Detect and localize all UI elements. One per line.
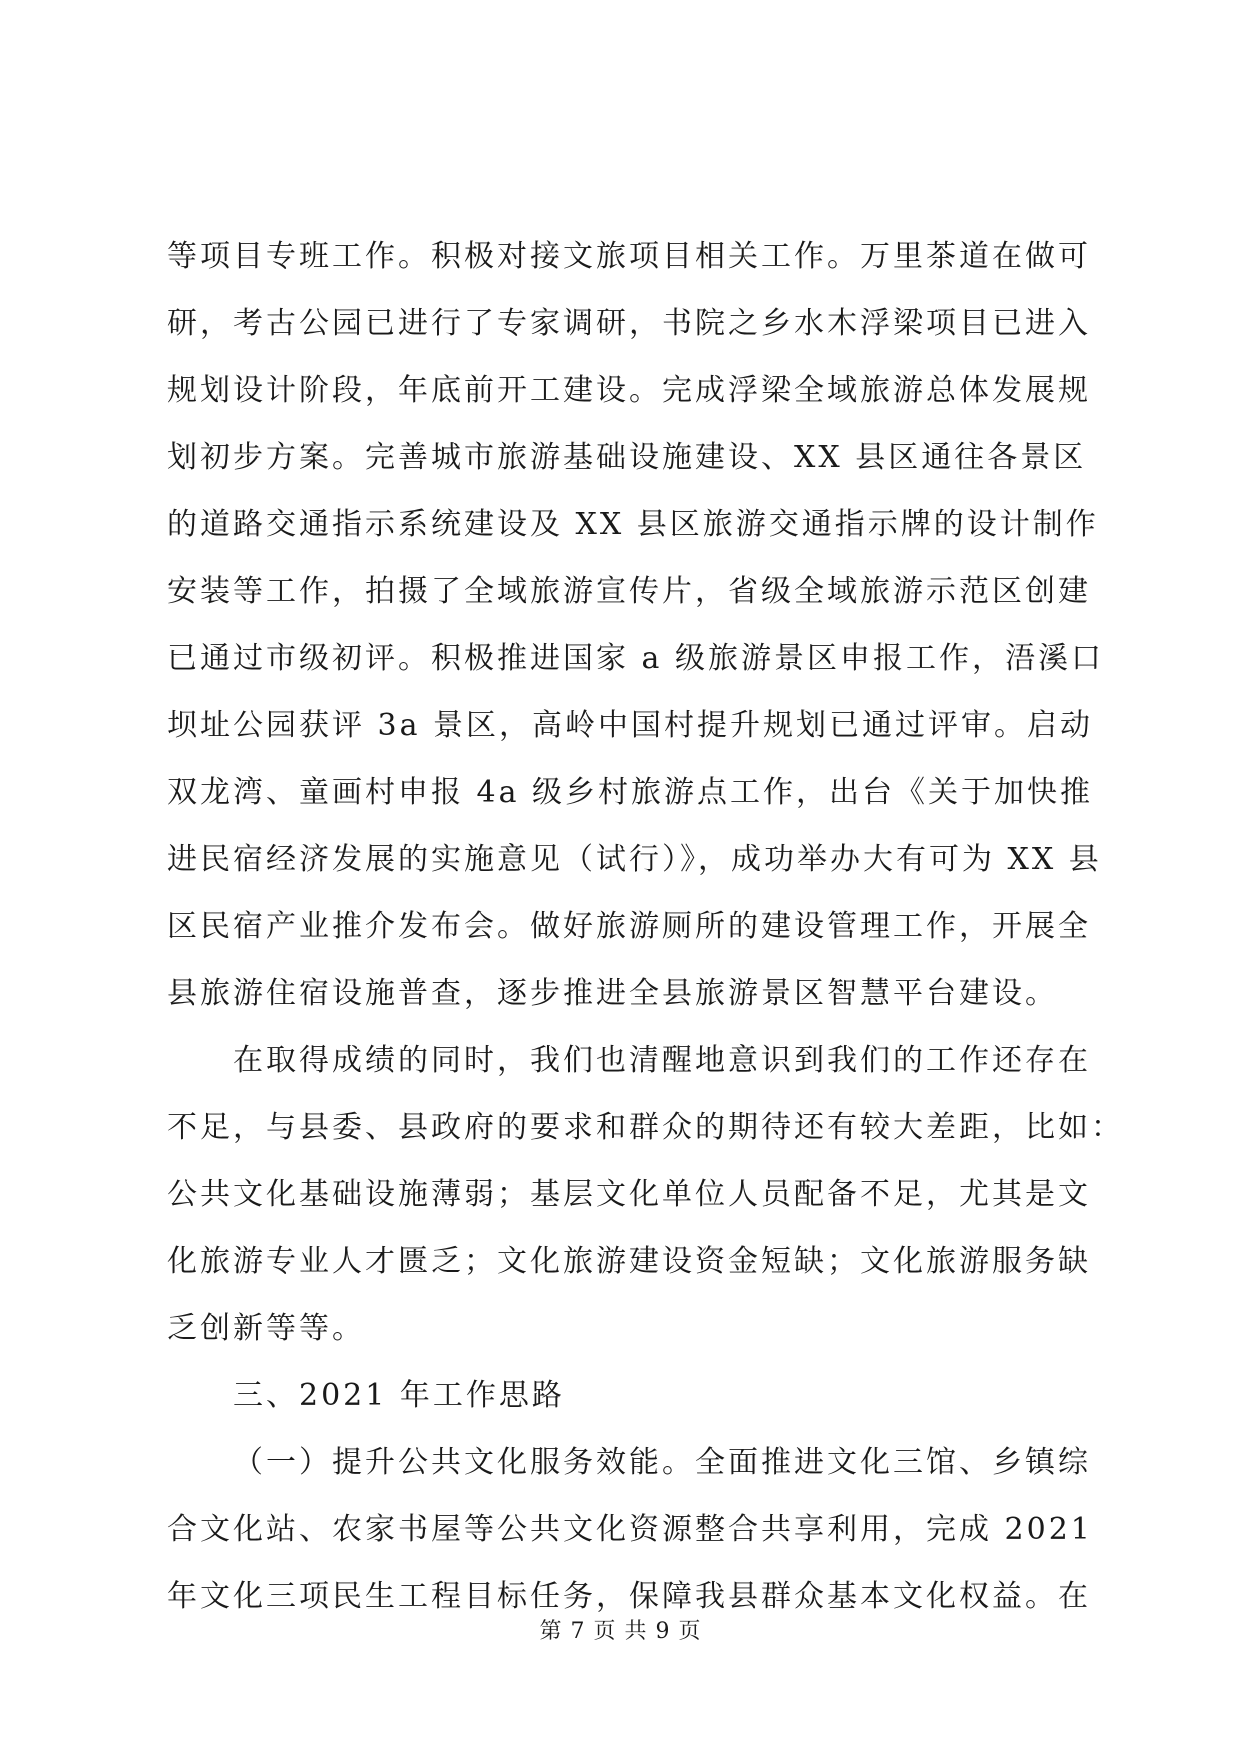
page-number-footer: 第 7 页 共 9 页 xyxy=(539,1619,702,1644)
paragraph-public-culture xyxy=(167,1429,1093,1630)
paragraph-tourism-projects xyxy=(167,223,1104,1027)
text-line: 双龙湾、童画村申报 4a 级乡村旅游点工作，出台《关于加快推 xyxy=(167,775,1094,810)
text-line: 化旅游专业人才匮乏；文化旅游建设资金短缺；文化旅游服务缺 xyxy=(167,1244,1091,1279)
text-line: 进民宿经济发展的实施意见（试行）》，成功举办大有可为 XX 县 xyxy=(167,842,1102,877)
text-line: 区民宿产业推介发布会。做好旅游厕所的建设管理工作，开展全 xyxy=(167,909,1091,944)
text-line: 研，考古公园已进行了专家调研，书院之乡水木浮梁项目已进入 xyxy=(167,306,1091,341)
text-line: 公共文化基础设施薄弱；基层文化单位人员配备不足，尤其是文 xyxy=(167,1177,1091,1212)
text-line: 等项目专班工作。积极对接文旅项目相关工作。万里茶道在做可 xyxy=(167,239,1091,274)
section-heading: 三、2021 年工作思路 xyxy=(233,1378,565,1413)
text-line: 坝址公园获评 3a 景区，高岭中国村提升规划已通过评审。启动 xyxy=(167,708,1094,743)
text-line: 县旅游住宿设施普查，逐步推进全县旅游景区智慧平台建设。 xyxy=(167,976,1058,1011)
text-line: 合文化站、农家书屋等公共文化资源整合共享利用，完成 2021 xyxy=(167,1512,1093,1547)
text-line: 规划设计阶段，年底前开工建设。完成浮梁全域旅游总体发展规 xyxy=(167,373,1091,408)
text-line: 乏创新等等。 xyxy=(167,1311,365,1346)
text-line: 已通过市级初评。积极推进国家 a 级旅游景区申报工作，浯溪口 xyxy=(167,641,1104,676)
text-line: 在取得成绩的同时，我们也清醒地意识到我们的工作还存在 xyxy=(233,1043,1091,1078)
text-line: 不足，与县委、县政府的要求和群众的期待还有较大差距，比如： xyxy=(167,1110,1124,1145)
text-line: （一）提升公共文化服务效能。全面推进文化三馆、乡镇综 xyxy=(233,1445,1091,1480)
document-body xyxy=(167,223,1124,1630)
section-heading-2021-plan xyxy=(167,1362,1077,1429)
paragraph-shortcomings xyxy=(167,1027,1124,1362)
text-line: 年文化三项民生工程目标任务，保障我县群众基本文化权益。在 xyxy=(167,1579,1091,1614)
text-line: 的道路交通指示系统建设及 XX 县区旅游交通指示牌的设计制作 xyxy=(167,507,1099,542)
text-line: 安装等工作，拍摄了全域旅游宣传片，省级全域旅游示范区创建 xyxy=(167,574,1091,609)
text-line: 划初步方案。完善城市旅游基础设施建设、XX 县区通往各景区 xyxy=(167,440,1087,475)
